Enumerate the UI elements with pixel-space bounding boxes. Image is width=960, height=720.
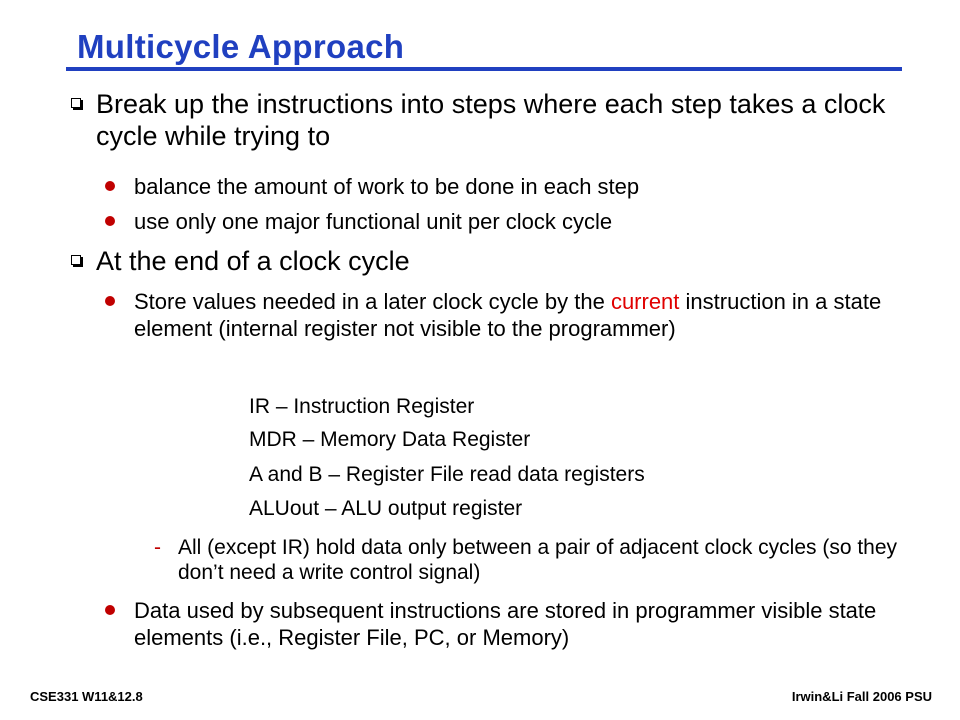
title-underline — [66, 67, 902, 71]
dash-note — [154, 536, 898, 585]
highlighted-word: current — [610, 289, 680, 314]
register-item-aluout: ALUout – ALU output register — [249, 497, 523, 520]
round-bullet-icon — [105, 181, 115, 191]
slide-title: Multicycle Approach — [77, 28, 405, 65]
sub-bullet-one-functional-unit — [134, 209, 914, 236]
bullet-text: Break up the instructions into steps where each step takes a clock cycle while trying to — [96, 89, 886, 151]
sub-bullet-text-end: instruction in a state element (internal register not visible to the programmer) — [134, 289, 882, 341]
sub-bullet-text: balance the amount of work to be done in each step — [134, 174, 640, 199]
register-item-ir: IR – Instruction Register — [249, 395, 475, 418]
square-bullet-icon — [71, 98, 81, 108]
sub-bullet-store-values — [134, 289, 914, 343]
register-item-a-b: A and B – Register File read data registers — [249, 463, 645, 486]
register-item-mdr: MDR – Memory Data Register — [249, 428, 531, 451]
round-bullet-icon — [105, 605, 115, 615]
dash-note-text: All (except IR) hold data only between a pair of adjacent clock cycles (so they don’t need a write control signal) — [178, 536, 898, 584]
sub-bullet-balance-work — [134, 174, 914, 201]
round-bullet-icon — [105, 216, 115, 226]
bullet-break-up-instructions — [96, 89, 916, 153]
sub-bullet-text: Data used by subsequent instructions are stored in programmer visible state elements (i.e., Register File, PC, or Memory) — [134, 598, 877, 650]
bullet-end-of-clock-cycle — [96, 246, 916, 278]
footer-author-label: Irwin&Li Fall 2006 PSU — [791, 689, 932, 704]
sub-bullet-text-start: Store values needed in a later clock cycle by the — [134, 289, 611, 314]
round-bullet-icon — [105, 296, 115, 306]
square-bullet-icon — [71, 255, 81, 265]
sub-bullet-data-subsequent — [134, 598, 914, 652]
dash-marker: - — [154, 536, 161, 559]
sub-bullet-text: use only one major functional unit per clock cycle — [134, 209, 613, 234]
bullet-text: At the end of a clock cycle — [96, 246, 410, 276]
footer-course-label: CSE331 W11&12.8 — [30, 689, 143, 704]
